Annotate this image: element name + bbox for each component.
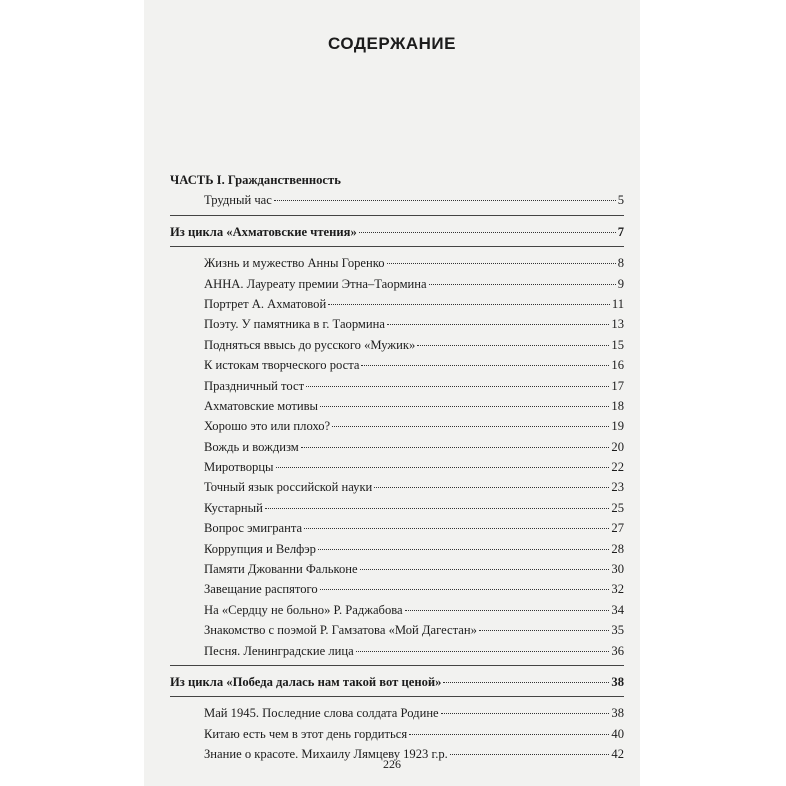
toc-entry-title: Китаю есть чем в этот день гордиться — [204, 726, 408, 741]
page-number: 226 — [383, 757, 401, 771]
toc-entry-page: 16 — [611, 358, 624, 373]
toc-entry-title: Подняться ввысь до русского «Мужик» — [204, 337, 416, 352]
dot-leader — [274, 200, 616, 201]
dot-leader — [443, 682, 609, 683]
toc-entry — [170, 620, 624, 640]
toc-entry-page: 36 — [611, 643, 624, 658]
dot-leader — [387, 263, 616, 264]
toc-entry-title: Миротворцы — [204, 460, 274, 475]
section-divider — [170, 665, 624, 666]
toc-entry-page: 13 — [611, 317, 624, 332]
toc-entry-page: 35 — [611, 623, 624, 638]
toc-entry — [170, 376, 624, 396]
toc-entry-page: 8 — [617, 256, 624, 271]
toc-entry-title: Точный язык российской науки — [204, 480, 373, 495]
toc-entry — [170, 600, 624, 620]
toc-entry-title: Жизнь и мужество Анны Горенко — [204, 256, 385, 271]
dot-leader — [441, 713, 610, 714]
dot-leader — [304, 528, 609, 529]
toc-entry-title: Портрет А. Ахматовой — [204, 296, 327, 311]
toc-entry-title: Кустарный — [204, 500, 263, 515]
dot-leader — [405, 610, 610, 611]
toc-entry — [170, 335, 624, 355]
dot-leader — [356, 651, 610, 652]
toc-cycle-label: Из цикла «Ахматовские чтения» — [170, 224, 357, 239]
dot-leader — [332, 426, 609, 427]
toc-entry — [170, 518, 624, 538]
toc-entry-page: 20 — [611, 439, 624, 454]
toc-entry-page: 9 — [617, 276, 624, 291]
dot-leader — [409, 734, 609, 735]
toc-entry-page: 27 — [611, 521, 624, 536]
toc-cycle-heading — [170, 672, 624, 692]
toc-entry — [170, 724, 624, 744]
toc-entry — [170, 498, 624, 518]
dot-leader — [301, 447, 610, 448]
toc-entry-page: 25 — [611, 500, 624, 515]
toc-entry — [170, 703, 624, 723]
toc-entry-title: Май 1945. Последние слова солдата Родине — [204, 706, 439, 721]
toc-entry — [170, 559, 624, 579]
dot-leader — [320, 589, 610, 590]
cycle1-entries — [170, 253, 624, 661]
toc-entry — [170, 477, 624, 497]
dot-leader — [417, 345, 609, 346]
toc-entry — [170, 539, 624, 559]
toc-entry-page: 32 — [611, 582, 624, 597]
section-divider — [170, 215, 624, 216]
toc-entry-page: 18 — [611, 398, 624, 413]
dot-leader — [320, 406, 609, 407]
toc-cycle-page: 7 — [617, 224, 624, 239]
toc-entry — [170, 457, 624, 477]
toc-entry-title: Ахматовские мотивы — [204, 398, 318, 413]
toc-entry-title: На «Сердцу не больно» Р. Раджабова — [204, 602, 403, 617]
section-divider — [170, 696, 624, 697]
toc-entry-page: 42 — [611, 747, 624, 762]
toc-entry-page: 23 — [611, 480, 624, 495]
part-heading-label: ЧАСТЬ I. Гражданственность — [170, 173, 341, 187]
toc-entry-title: Праздничный тост — [204, 378, 305, 393]
toc-cycle-label: Из цикла «Победа далась нам такой вот ценой» — [170, 674, 442, 689]
dot-leader — [276, 467, 610, 468]
toc-entry-title: Песня. Ленинградские лица — [204, 643, 354, 658]
toc-cycle-heading — [170, 222, 624, 242]
toc-entry-title: Хорошо это или плохо? — [204, 419, 331, 434]
dot-leader — [479, 630, 610, 631]
toc-entry-title: Коррупция и Велфэр — [204, 541, 316, 556]
part1-entries — [170, 190, 624, 210]
toc-entry-page: 40 — [611, 726, 624, 741]
dot-leader — [429, 284, 616, 285]
dot-leader — [306, 386, 609, 387]
dot-leader — [361, 365, 609, 366]
dot-leader — [318, 549, 609, 550]
toc-entry — [170, 579, 624, 599]
toc-entry — [170, 416, 624, 436]
toc-entry-page: 17 — [611, 378, 624, 393]
toc-entry-title: Знание о красоте. Михаилу Лямцеву 1923 г.р. — [204, 747, 448, 762]
toc-entry — [170, 253, 624, 273]
page-title: СОДЕРЖАНИЕ — [328, 34, 456, 53]
toc-entry-title: Трудный час — [204, 193, 272, 208]
toc-entry — [170, 274, 624, 294]
toc-entry-page: 19 — [611, 419, 624, 434]
dot-leader — [450, 754, 610, 755]
toc-entry — [170, 314, 624, 334]
toc-entry — [170, 294, 624, 314]
toc-entry — [170, 437, 624, 457]
dot-leader — [328, 304, 610, 305]
toc-entry-title: Вопрос эмигранта — [204, 521, 303, 536]
toc-entry-title: Знакомство с поэмой Р. Гамзатова «Мой Дагестан» — [204, 623, 477, 638]
toc-entry-page: 30 — [611, 562, 624, 577]
toc-entry-page: 34 — [611, 602, 624, 617]
toc-entry-page: 28 — [611, 541, 624, 556]
toc-entry-title: Памяти Джованни Фальконе — [204, 562, 358, 577]
dot-leader — [265, 508, 610, 509]
toc-entry-title: Поэту. У памятника в г. Таормина — [204, 317, 385, 332]
table-of-contents — [170, 170, 624, 765]
toc-entry — [170, 190, 624, 210]
toc-entry-title: АННА. Лауреату премии Этна–Таормина — [204, 276, 427, 291]
section-divider — [170, 246, 624, 247]
toc-entry-page: 22 — [611, 460, 624, 475]
toc-entry-page: 11 — [611, 296, 624, 311]
toc-entry-title: Вождь и вождизм — [204, 439, 299, 454]
toc-entry-page: 15 — [611, 337, 624, 352]
dot-leader — [387, 324, 609, 325]
toc-entry-title: К истокам творческого роста — [204, 358, 360, 373]
dot-leader — [359, 232, 616, 233]
dot-leader — [374, 487, 609, 488]
toc-entry — [170, 355, 624, 375]
toc-entry — [170, 641, 624, 661]
toc-entry-page: 5 — [617, 193, 624, 208]
toc-entry — [170, 396, 624, 416]
book-page — [144, 0, 640, 786]
toc-entry-title: Завещание распятого — [204, 582, 318, 597]
toc-cycle-page: 38 — [611, 674, 624, 689]
part-heading — [170, 170, 624, 190]
toc-entry-page: 38 — [611, 706, 624, 721]
cycle2-entries — [170, 703, 624, 764]
dot-leader — [360, 569, 610, 570]
